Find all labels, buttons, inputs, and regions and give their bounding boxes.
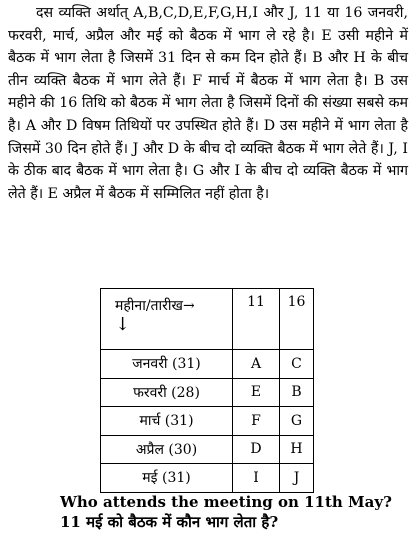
- question-english: Who attends the meeting on 11th May?: [60, 493, 392, 511]
- table-row: [101, 464, 314, 493]
- question-hindi: 11 मई को बैठक में कौन भाग लेता है?: [60, 513, 279, 531]
- cell-11: D: [233, 435, 280, 464]
- cell-16: G: [280, 407, 314, 436]
- table-row: [101, 407, 314, 436]
- cell-11: I: [233, 464, 280, 493]
- cell-11: F: [233, 407, 280, 436]
- cell-11: A: [233, 350, 280, 379]
- month-cell: जनवरी (31): [101, 350, 233, 379]
- month-cell: फरवरी (28): [101, 378, 233, 407]
- cell-16: J: [280, 464, 314, 493]
- header-label: महीना/तारीख→: [115, 298, 195, 314]
- month-cell: मार्च (31): [101, 407, 233, 436]
- cell-11: E: [233, 378, 280, 407]
- puzzle-passage: दस व्यक्ति अर्थात् A,B,C,D,E,F,G,H,I और J, 11 या 16 जनवरी, फरवरी, मार्च, अप्रैल और मई को बैठक में भाग ले रहे है। E उसी महीने में बैठक में भाग लेता है जिसमें 31 दिन से कम दिन होते हैं। B और H के बीच तीन व्यक्ति बैठक में भाग लेते हैं। F मार्च में बैठक में भाग लेता है। B उस महीने की 16 तिथि को बैठक में भाग लेता है जिसमें दिनों की संख्या सबसे कम है। A और D विषम तिथियों पर उपस्थित होते हैं। D उस महीने में भाग लेता है जिसमें 30 दिन होते हैं। J और D के बीच दो व्यक्ति बैठक में भाग लेते हैं। J, I के ठीक बाद बैठक में भाग लेता है। G और I के बीच दो व्यक्ति बैठक में भाग लेते हैं। E अप्रैल में बैठक में सम्मिलित नहीं होता है।: [8, 5, 408, 202]
- column-header-11: 11: [233, 289, 280, 350]
- month-cell: मई (31): [101, 464, 233, 493]
- down-arrow-icon: ↓: [115, 314, 131, 335]
- cell-16: C: [280, 350, 314, 379]
- column-header-16: 16: [280, 289, 314, 350]
- month-cell: अप्रैल (30): [101, 435, 233, 464]
- cell-16: H: [280, 435, 314, 464]
- table-row: [101, 378, 314, 407]
- month-date-header: [101, 289, 233, 350]
- table-row: [101, 435, 314, 464]
- schedule-table: [100, 288, 314, 493]
- cell-16: B: [280, 378, 314, 407]
- table-header-row: [101, 289, 314, 350]
- table-row: [101, 350, 314, 379]
